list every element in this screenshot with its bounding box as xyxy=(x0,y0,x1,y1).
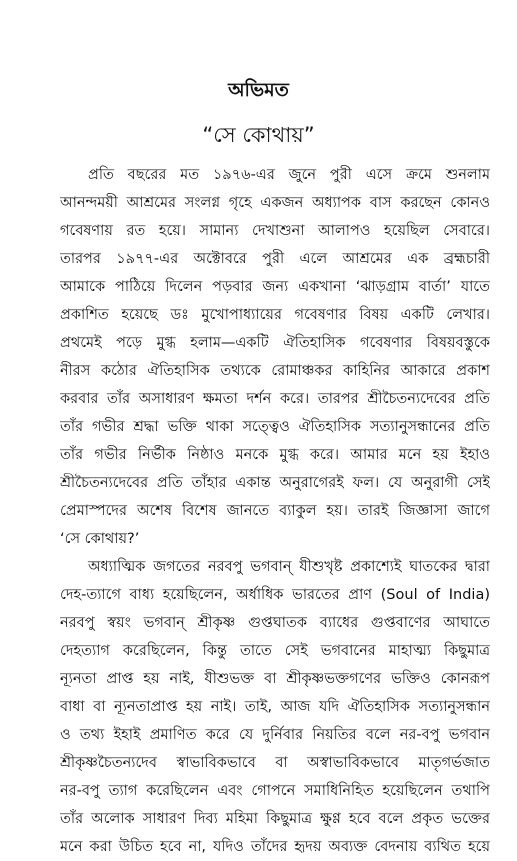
text-line: আমাকে পাঠিয়ে দিলেন পড়বার জন্য একখানা ‘ঝাড়গ্রাম বার্তা’ যাতে xyxy=(60,279,490,295)
text-line: তাঁর গভীর শ্রদ্ধা ভক্তি থাকা সত্ত্বেও ঐতিহাসিক সত্যানুসন্ধানের প্রতি xyxy=(60,419,490,435)
text-line: দেহত্যাগ করেছিলেন, কিন্তু তাতে সেই ভগবানের মাহাত্ম্য কিছুমাত্র xyxy=(60,643,490,659)
text-line: অধ্যাত্মিক জগতের নরবপু ভগবান্ যীশুখৃষ্ট প্রকাশ্যেই ঘাতকের দ্বারা xyxy=(88,559,490,575)
text-line: প্রথমেই পড়ে মুগ্ধ হলাম—একটি ঐতিহাসিক গবেষণার বিষয়বস্তুকে xyxy=(60,335,490,351)
text-line: করবার তাঁর অসাধারণ ক্ষমতা দর্শন করে। তারপর শ্রীচৈতন্যদেবের প্রতি xyxy=(60,391,490,407)
text-line: প্রেমাস্পদের অশেষ বিশেষ জানতে ব্যাকুল হয়। তারই জিজ্ঞাসা জাগে xyxy=(60,503,490,519)
text-line: শ্রীকৃষ্ণচৈতন্যদেব স্বাভাবিকভাবে বা অস্বাভাবিকভাবে মাতৃগর্ভজাত xyxy=(60,755,490,771)
text-line: নীরস কঠোর ঐতিহাসিক তথ্যকে রোমাঞ্চকর কাহিনির আকারে প্রকাশ xyxy=(60,363,490,379)
text-line: গবেষণায় রত হয়ে। সামান্য দেখাশুনা আলাপও হয়েছিল সেবারে। xyxy=(60,223,490,239)
text-line: শ্রীচৈতন্যদেবের প্রতি তাঁহার একান্ত অনুরাগেরই ফল। যে অনুরাগী সেই xyxy=(60,475,490,491)
text-line: নর-বপু ত্যাগ করেছিলেন এবং গোপনে সমাধিনিহিত হয়েছিলেন তথাপি xyxy=(60,783,490,799)
essay-title: “সে কোথায়” xyxy=(202,123,315,147)
text-line: মনে করা উচিত হবে না, যদিও তাঁদের হৃদয় অব্যক্ত বেদনায় ব্যথিত হয়ে xyxy=(60,839,490,855)
section-heading: অভিমত xyxy=(228,79,289,101)
text-line: প্রতি বছরের মত ১৯৭৬-এর জুনে পুরী এসে ক্রমে শুনলাম xyxy=(88,167,490,183)
text-line: ন্যূনতা প্রাপ্ত হয় নাই, যীশুভক্ত বা শ্রীকৃষ্ণভক্তগণের ভক্তিও কোনরূপ xyxy=(60,671,490,687)
text-line: তাঁর অলোক সাধারণ দিব্য মহিমা কিছুমাত্র ক্ষুণ্ণ হবে বলে প্রকৃত ভক্তের xyxy=(60,811,490,827)
text-line: ও তথ্য ইহাই প্রমাণিত করে যে দুর্নিবার নিয়তির বলে নর-বপু ভগবান xyxy=(60,727,490,743)
text-line: বাধা বা ন্যূনতাপ্রাপ্ত হয় নাই। তাই, আজ যদি ঐতিহাসিক সত্যানুসন্ধান xyxy=(60,699,490,715)
text-line: তাঁর গভীর নির্ভীক নিষ্ঠাও মনকে মুগ্ধ করে। আমার মনে হয় ইহাও xyxy=(60,447,490,463)
text-line: প্রকাশিত হয়েছে ডঃ মুখোপাধ্যায়ের গবেষণার বিষয় একটি লেখার। xyxy=(60,307,490,323)
text-line: আনন্দময়ী আশ্রমের সংলগ্ন গৃহে একজন অধ্যাপক বাস করছেন কোনও xyxy=(60,195,490,211)
body-text xyxy=(60,161,490,861)
text-line: তারপর ১৯৭৭-এর অক্টোবরে পুরী এলে আশ্রমের এক ব্রহ্মচারী xyxy=(60,251,490,267)
text-line: দেহ-ত্যাগে বাধ্য হয়েছিলেন, অর্ধাধিক ভারতের প্রাণ (Soul of India) xyxy=(60,587,490,603)
text-line: ‘সে কোথায়?’ xyxy=(60,531,140,547)
text-line: নরবপু স্বয়ং ভগবান্ শ্রীকৃষ্ণ গুপ্তঘাতক ব্যাধের গুপ্তবাণের আঘাতে xyxy=(60,615,490,631)
